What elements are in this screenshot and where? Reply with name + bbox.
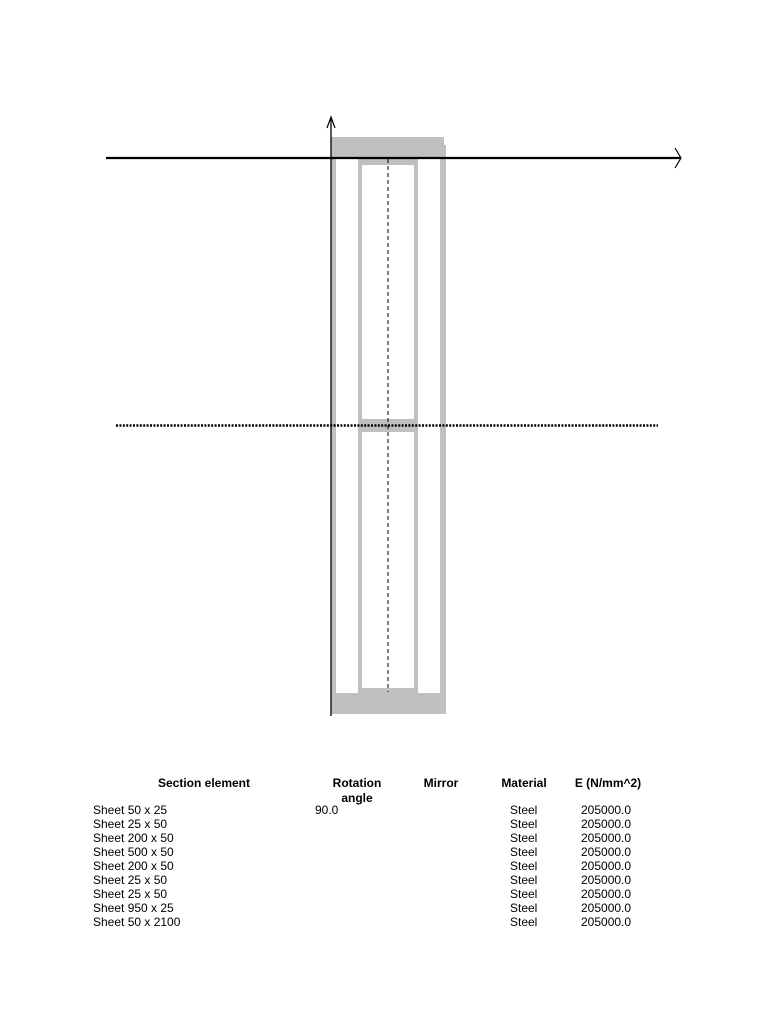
row-element: Sheet 25 x 50 bbox=[93, 873, 168, 887]
row-e-modulus: 205000.0 bbox=[581, 901, 632, 915]
row-element: Sheet 950 x 25 bbox=[93, 901, 174, 915]
row-e-modulus: 205000.0 bbox=[581, 845, 632, 859]
row-element: Sheet 50 x 25 bbox=[93, 803, 168, 817]
top-flange-plate bbox=[333, 137, 444, 159]
row-e-modulus: 205000.0 bbox=[581, 859, 632, 873]
row-material: Steel bbox=[510, 887, 538, 901]
row-material: Steel bbox=[510, 859, 538, 873]
row-material: Steel bbox=[510, 845, 538, 859]
row-material: Steel bbox=[510, 817, 538, 831]
header-rotation-angle bbox=[322, 776, 392, 806]
header-e-modulus: E (N/mm^2) bbox=[574, 776, 642, 790]
header-section-element: Section element bbox=[157, 776, 251, 790]
row-e-modulus: 205000.0 bbox=[581, 831, 632, 845]
row-material: Steel bbox=[510, 915, 538, 929]
row-element: Sheet 500 x 50 bbox=[93, 845, 174, 859]
row-e-modulus: 205000.0 bbox=[581, 915, 632, 929]
row-e-modulus: 205000.0 bbox=[581, 803, 632, 817]
row-e-modulus: 205000.0 bbox=[581, 817, 632, 831]
row-element: Sheet 200 x 50 bbox=[93, 831, 174, 845]
bottom-flange-plate bbox=[333, 693, 444, 714]
row-material: Steel bbox=[510, 901, 538, 915]
header-material: Material bbox=[501, 776, 547, 790]
row-material: Steel bbox=[510, 873, 538, 887]
row-material: Steel bbox=[510, 831, 538, 845]
header-rotation-angle-text: Rotation angle bbox=[332, 776, 382, 805]
right-web-plate bbox=[440, 145, 446, 714]
row-element: Sheet 25 x 50 bbox=[93, 887, 168, 901]
row-element: Sheet 200 x 50 bbox=[93, 859, 174, 873]
row-element: Sheet 50 x 2100 bbox=[93, 915, 181, 929]
row-rotation: 90.0 bbox=[315, 803, 339, 817]
row-e-modulus: 205000.0 bbox=[581, 873, 632, 887]
row-material: Steel bbox=[510, 803, 538, 817]
header-mirror: Mirror bbox=[423, 776, 459, 790]
row-element: Sheet 25 x 50 bbox=[93, 817, 168, 831]
row-e-modulus: 205000.0 bbox=[581, 887, 632, 901]
